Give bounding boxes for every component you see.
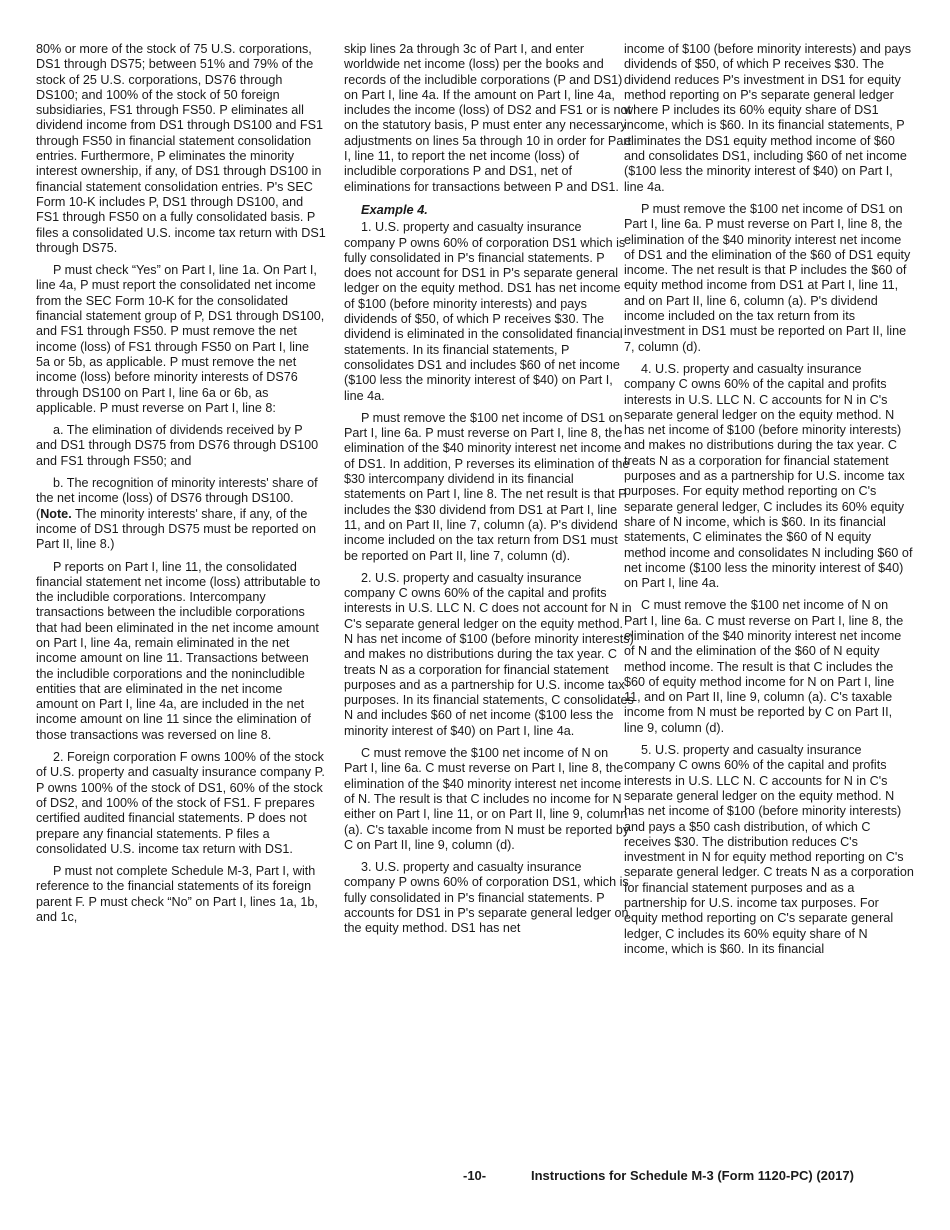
- paragraph: skip lines 2a through 3c of Part I, and enter worldwide net income (loss) per the books and records of the includible corporations (P and DS1) on Part I, line 4a. If the amount on Part I, line 4a, includes the income (loss) of DS2 and FS1 or is not on the statutory basis, P must enter any necessary adjustments on lines 5a through 10 in order for Part I, line 11, to report the net income (loss) of includible corporations P and DS1, net of eliminations for transactions between P and DS1.: [344, 42, 632, 194]
- text: The minority interests' share, if any, of the income of DS1 through DS75 must be reported on Part II, line 8.): [36, 506, 317, 552]
- paragraph: 3. U.S. property and casualty insurance company P owns 60% of corporation DS1, which is fully consolidated in P's financial statements. P accounts for DS1 in P's separate general ledger on the equity method. DS1 has net: [344, 860, 629, 936]
- paragraph: 2. U.S. property and casualty insurance company C owns 60% of the capital and profits interests in U.S. LLC N. C does not account for N in C's separate general ledger on the equity method. N has net income of $100 (before minority interests) and makes no distributions during the tax year. C treats N as a corporation for financial statement purposes and as a partnership for U.S. income tax purposes. In its financial statements, C consolidates N and includes $60 of net income ($100 less the minority interest of $40) on Part I, line 4a.: [344, 570, 634, 738]
- paragraph: C must remove the $100 net income of N on Part I, line 6a. C must reverse on Part I, line 8, the elimination of the $40 minority interest net income of N. The result is that C includes no income for N either on Part I, line 11, or on Part II, line 9, column (a). C's taxable income from N must be reported by C on Part II, line 9, column (d).: [344, 746, 630, 852]
- paragraph: P must remove the $100 net income of DS1 on Part I, line 6a. P must reverse on Part I, line 8, the elimination of the $40 minority interest net income of DS1 and the elimination of the $60 of DS1 equity income. The net result is that P includes the $60 of equity method income from DS1 at Part I, line 11, and on Part II, line 6, column (a). P's dividend income included on the tax return from its investment in DS1 must be reported on Part II, line 7, column (d).: [624, 201, 911, 354]
- list-item-b: [36, 476, 326, 552]
- paragraph: P reports on Part I, line 11, the consolidated financial statement net income (loss) attributable to the includible corporations. Intercompany transactions between the includible corporations that had been eliminated in the net income amount on Part I, line 4a, remain eliminated in the net income amount on line 11. Transactions between the includible corporations and the nonincludible entities that are eliminated in the net income amount on Part I, line 4a, are included in the net income amount on line 11 since the elimination of those transactions was reversed on line 8.: [36, 559, 321, 742]
- column-1: [36, 42, 326, 932]
- paragraph: C must remove the $100 net income of N on Part I, line 6a. C must reverse on Part I, line 8, the elimination of the $40 minority interest net income of N and the elimination of the $60 of N equity method income. The result is that C includes the $60 of equity method income for N on Part I, line 11, and on Part II, line 9, column (a). C's taxable income from N must be reported by C on Part II, line 9, column (d).: [624, 598, 904, 735]
- paragraph: P must not complete Schedule M-3, Part I, with reference to the financial statements of its foreign parent F. P must check “No” on Part I, lines 1a, 1b, and 1c,: [36, 864, 318, 925]
- column-3: [624, 42, 914, 964]
- paragraph: P must check “Yes” on Part I, line 1a. On Part I, line 4a, P must report the consolidated net income from the SEC Form 10-K for the consolidated financial statement group of P, DS1 through DS100, and FS1 through FS50. P must remove the net income (loss) of FS1 through FS50 on Part I, line 5a or 5b, as applicable. P must remove the net income (loss) before minority interests of DS76 through DS100 on Part I, line 6a or 6b, as applicable. P must reverse on Part I, line 8:: [36, 263, 325, 415]
- text: b. The recognition of minority interests' share of the net income (loss) of DS76 through DS100. (: [36, 476, 318, 521]
- column-2: [344, 42, 634, 944]
- note-label: Note.: [40, 506, 72, 521]
- paragraph: income of $100 (before minority interests) and pays dividends of $50, of which P receives $30. The dividend reduces P's investment in DS1 for equity method reporting on P's separate general ledger where P includes its 60% equity share of DS1 income, which is $60. In its financial statements, P eliminates the DS1 equity method income of $60 and consolidates DS1, including $60 of net income ($100 less the minority interest of $40) on Part I, line 4a.: [624, 42, 911, 194]
- page-number: -10-: [463, 1168, 487, 1183]
- paragraph: 80% or more of the stock of 75 U.S. corporations, DS1 through DS75; between 51% and 79% of the stock of 25 U.S. corporations, DS76 through DS100; and 100% of the stock of 50 foreign subsidiaries, FS1 through FS50. P eliminates all dividend income from DS1 through DS100 and FS1 through FS50 in financial statement consolidation entries. Furthermore, P eliminates the minority interest ownership, if any, of DS1 through DS100 in financial statement consolidation entries. P's SEC Form 10-K includes P, DS1 through DS100, and FS1 through FS50 on a fully consolidated basis. P files a consolidated U.S. income tax return with DS1 through DS75.: [36, 42, 326, 255]
- paragraph: 5. U.S. property and casualty insurance company C owns 60% of the capital and profits interests in U.S. LLC N. C accounts for N in C's separate general ledger on the equity method. N has net income of $100 (before minority interests) and pays a $50 cash distribution, of which C receives $30. The distribution reduces C's investment in N for equity method reporting on C's separate general ledger. C treats N as a corporation for financial statement purposes and as a partnership for U.S. income tax purposes. For equity method reporting on C's separate general ledger, C includes its 60% equity share of N income, which is $60. In its financial: [624, 743, 914, 956]
- document-title: Instructions for Schedule M-3 (Form 1120-PC) (2017): [531, 1168, 854, 1183]
- paragraph: 1. U.S. property and casualty insurance company P owns 60% of corporation DS1 which is fully consolidated in P's financial statements. P does not account for DS1 in P's separate general ledger on the equity method. DS1 has net income of $100 (before minority interests) and pays dividends of $50, of which P receives $30. The dividend is eliminated in the consolidated financial statements. In its financial statements, P consolidates DS1 and includes $60 of net income ($100 less the minority interest of $40) on Part I, line 4a.: [344, 220, 626, 403]
- paragraph: 4. U.S. property and casualty insurance company C owns 60% of the capital and profits interests in U.S. LLC N. C accounts for N in C's separate general ledger on the equity method. N has net income of $100 (before minority interests) and makes no distributions during the tax year. C treats N as a corporation for financial statement purposes and as a partnership for U.S. income tax purposes. For equity method reporting on C's separate general ledger, C includes its 60% equity share of N income, which is $60. In its financial statements, C eliminates the $60 of N equity method income and consolidates N including $60 of net income ($100 less the minority interest of $40) on Part I, line 4a.: [624, 361, 913, 591]
- paragraph: P must remove the $100 net income of DS1 on Part I, line 6a. P must reverse on Part I, line 8, the elimination of the $40 minority interest net income of DS1. In addition, P reverses its elimination of the $30 intercompany dividend in its financial statements on Part I, line 8. The net result is that P includes the $30 dividend from DS1 at Part I, line 11, and on Part II, line 7, column (a). P's dividend income included on the tax return from DS1 must be reported on Part II, line 7, column (d).: [344, 410, 630, 563]
- example-heading: Example 4.: [361, 201, 428, 217]
- list-item-a: a. The elimination of dividends received by P and DS1 through DS75 from DS76 through DS100 and FS1 through FS50; and: [36, 423, 319, 468]
- paragraph: 2. Foreign corporation F owns 100% of the stock of U.S. property and casualty insurance company P. P owns 100% of the stock of DS1, 60% of the stock of DS2, and 100% of the stock of FS1. F prepares certified audited financial statements. P does not prepare any financial statements. P files a consolidated U.S. income tax return with DS1.: [36, 750, 325, 856]
